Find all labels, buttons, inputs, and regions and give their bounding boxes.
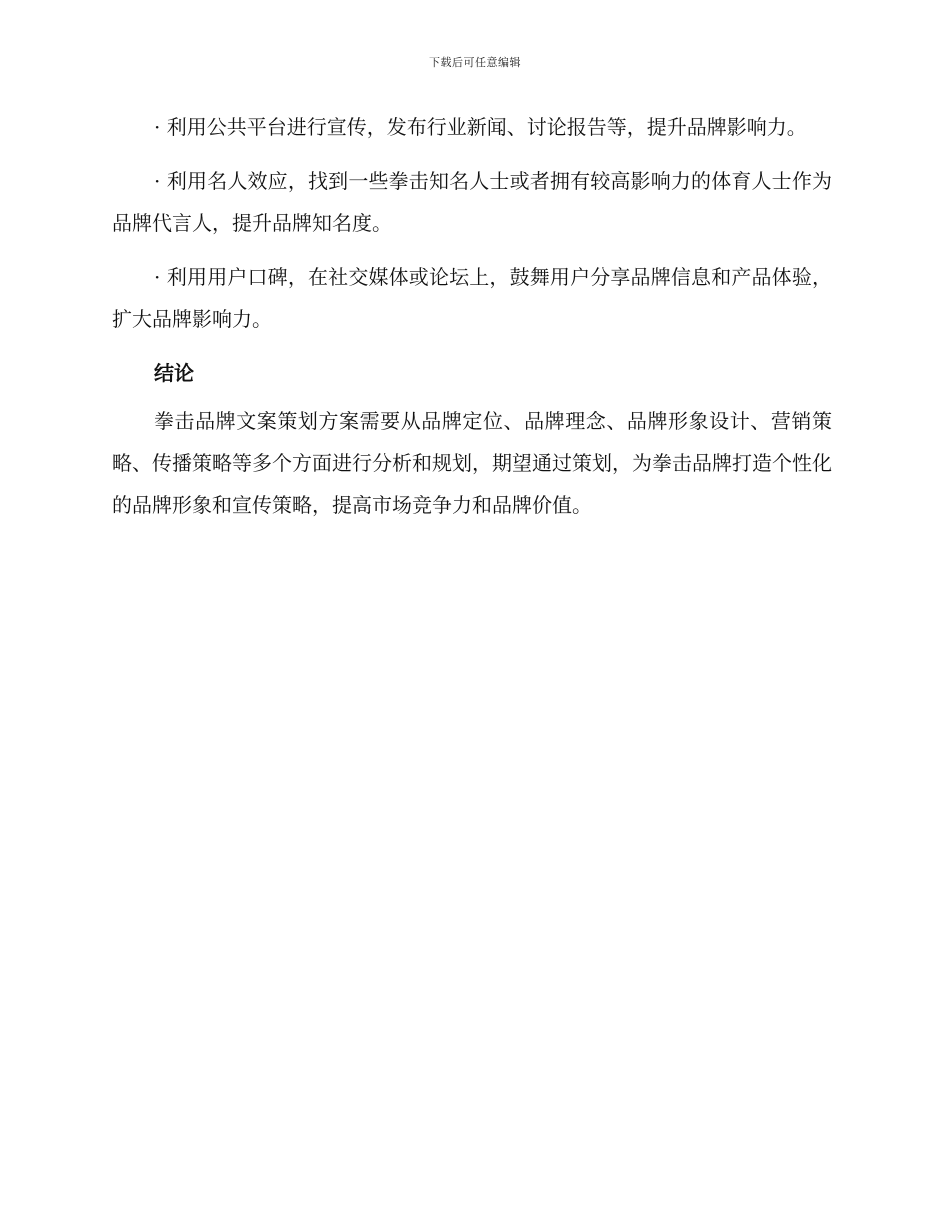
conclusion-paragraph: 拳击品牌文案策划方案需要从品牌定位、品牌理念、品牌形象设计、营销策略、传播策略等多个方面进行分析和规划，期望通过策划，为拳击品牌打造个性化的品牌形象和宣传策略，提高市场竞争力和品牌价值。 xyxy=(112,409,832,517)
bullet-paragraph-celebrity-effect: · 利用名人效应，找到一些拳击知名人士或者拥有较高影响力的体育人士作为品牌代言人，提升品牌知名度。 xyxy=(112,169,832,235)
bullet-paragraph-public-platform: · 利用公共平台进行宣传，发布行业新闻、讨论报告等，提升品牌影响力。 xyxy=(154,115,807,139)
document-body xyxy=(112,106,832,538)
header-note: 下载后可任意编辑 xyxy=(429,56,521,69)
bullet-paragraph-word-of-mouth: · 利用用户口碑，在社交媒体或论坛上，鼓舞用户分享品牌信息和产品体验，扩大品牌影响力。 xyxy=(112,265,832,331)
conclusion-heading: 结论 xyxy=(154,361,194,385)
